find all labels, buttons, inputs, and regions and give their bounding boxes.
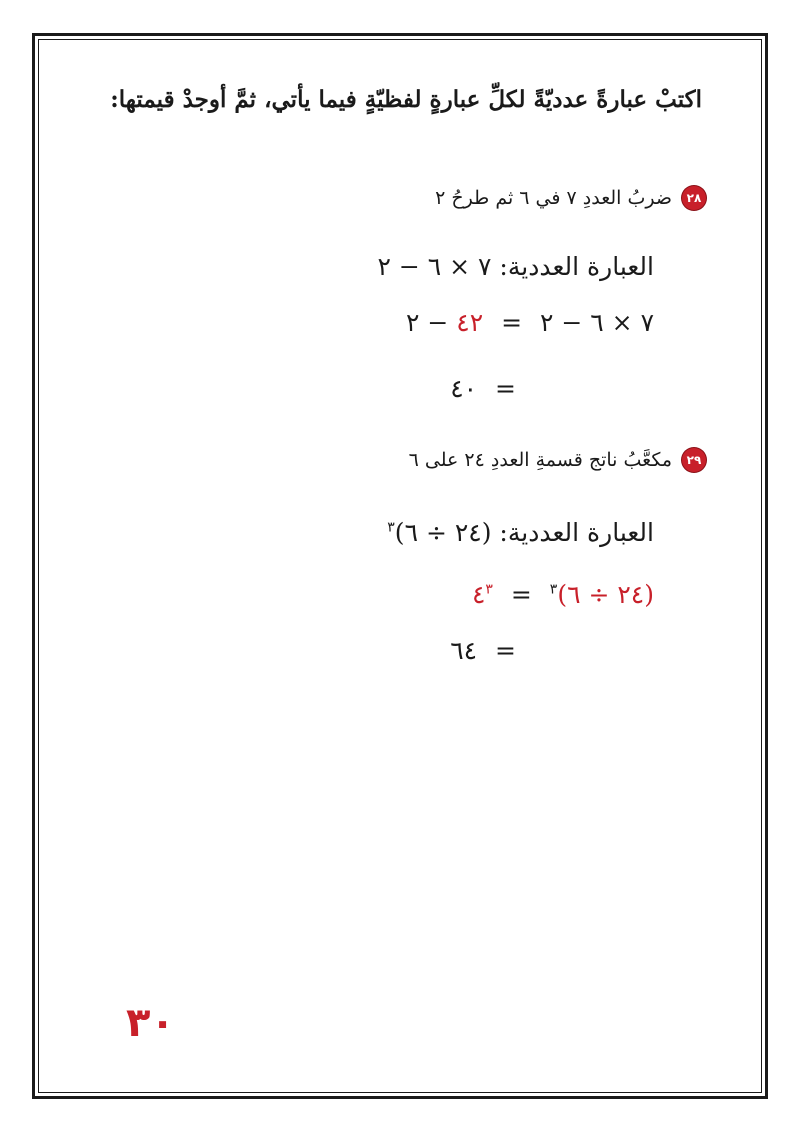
step-original [550, 580, 654, 609]
evaluation-step-1 [472, 580, 654, 609]
equals-sign: = [501, 308, 523, 337]
final-value: ٤٠ [450, 374, 478, 403]
final-value: ٦٤ [450, 636, 478, 665]
question-number-badge: ٢٩ [682, 448, 706, 472]
question-29 [409, 448, 706, 472]
expression-value [387, 518, 491, 547]
exponent: ٣ [485, 581, 493, 598]
step-original: ٧ × ٦ − ٢ [540, 308, 654, 337]
step-base: (٢٤ ÷ ٦) [557, 580, 654, 609]
exponent: ٣ [387, 519, 395, 536]
step-product: ٤٢ [456, 308, 484, 337]
expression-base: (٢٤ ÷ ٦) [394, 518, 492, 547]
result-base: ٤ [471, 580, 486, 609]
exponent: ٣ [549, 581, 558, 598]
expression-value: ٧ × ٦ − ٢ [377, 252, 492, 281]
equals-sign: = [495, 374, 516, 403]
evaluation-step-2 [450, 374, 526, 403]
equals-sign: = [495, 636, 516, 665]
numeric-expression-line [377, 252, 654, 281]
evaluation-step-1 [406, 308, 654, 337]
expression-label: العبارة العددية: [499, 518, 654, 547]
step-result [472, 580, 493, 609]
evaluation-step-2 [450, 636, 526, 665]
question-28 [435, 186, 706, 210]
equals-sign: = [510, 580, 532, 609]
question-text: ضربُ العددِ ٧ في ٦ ثم طرحُ ٢ [435, 187, 672, 209]
question-number-badge: ٢٨ [682, 186, 706, 210]
numeric-expression-line [387, 518, 654, 547]
page-number: ٣٠ [126, 1000, 175, 1046]
step-remainder: − ٢ [405, 308, 449, 337]
question-text: مكعَّبُ ناتج قسمةِ العددِ ٢٤ على ٦ [408, 449, 672, 471]
instruction-text: اكتبْ عبارةً عدديّةً لكلِّ عبارةٍ لفظيّةٍ فيما يأتي، ثمَّ أوجدْ قيمتها: [110, 86, 702, 113]
expression-label: العبارة العددية: [499, 252, 654, 281]
